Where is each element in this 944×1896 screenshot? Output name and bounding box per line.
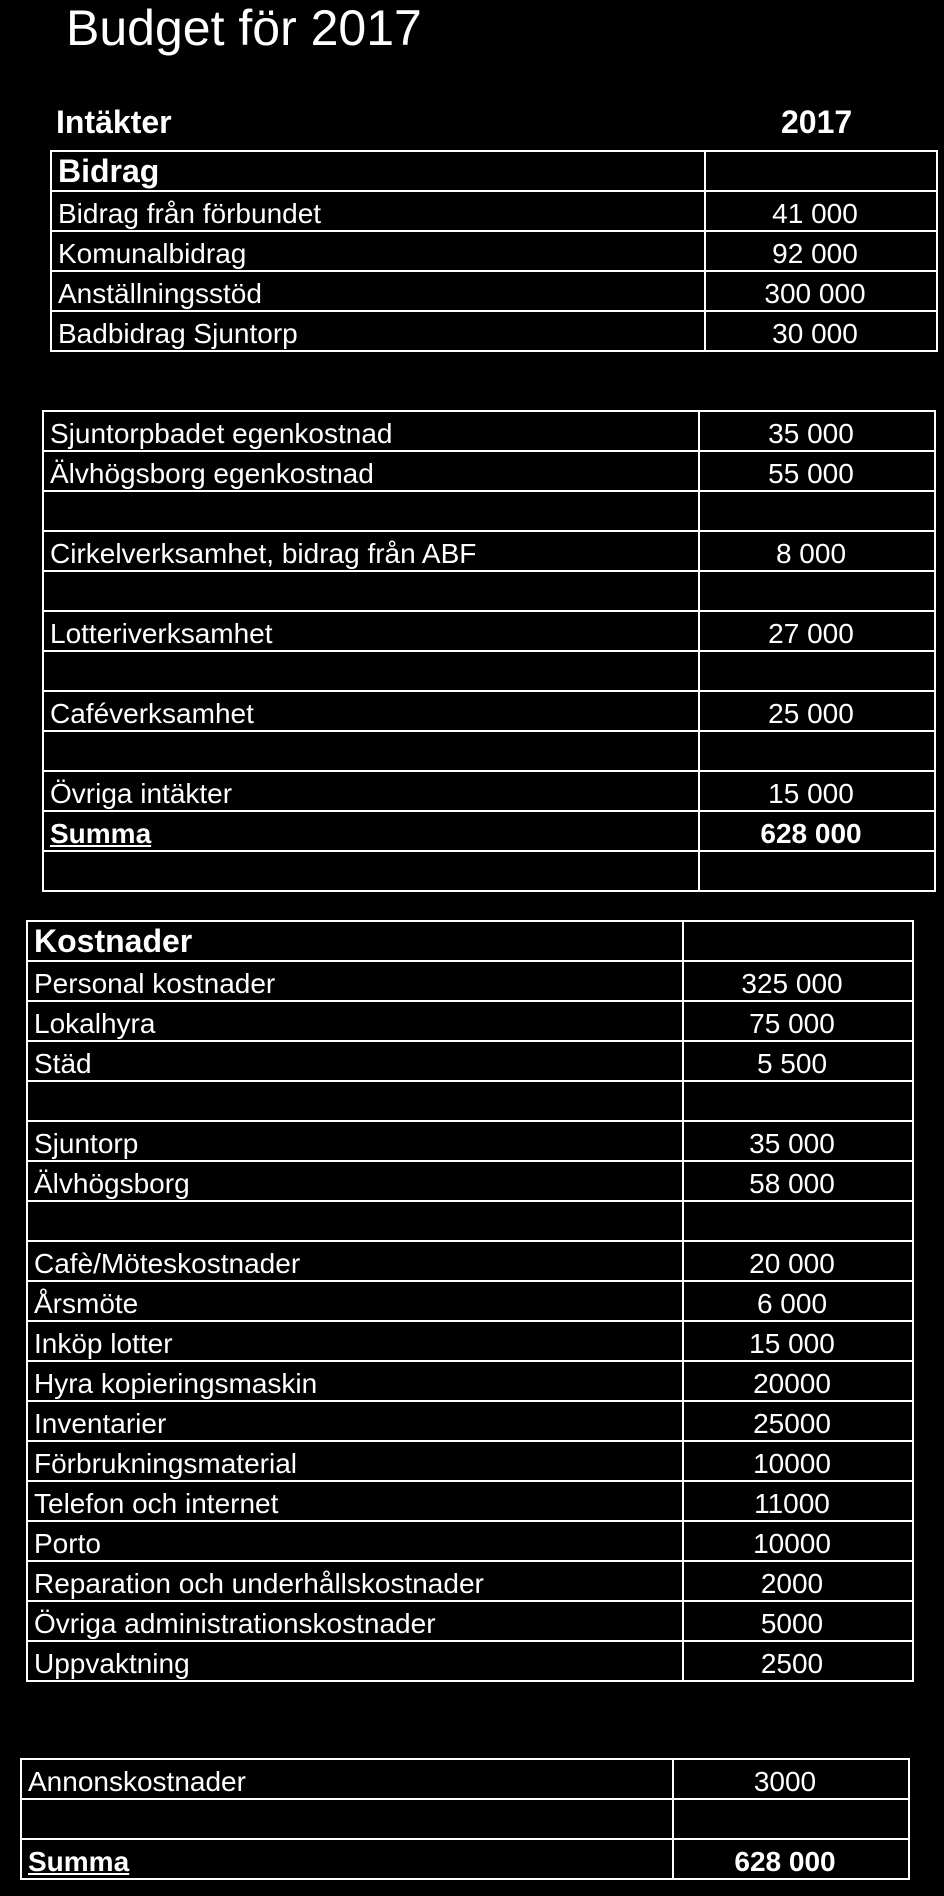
row-value [683,1201,913,1241]
table-row [27,1121,913,1161]
table-row [27,1441,913,1481]
row-label [21,1799,673,1839]
sum-label: Summa [21,1839,673,1879]
row-label: Telefon och internet [27,1481,683,1521]
row-label [27,1081,683,1121]
row-value: 10000 [683,1441,913,1481]
row-label: Inventarier [27,1401,683,1441]
table-row [27,961,913,1001]
row-value: 5000 [683,1601,913,1641]
row-value: 25000 [683,1401,913,1441]
table-row [43,611,935,651]
table-row [27,1201,913,1241]
row-label [27,1201,683,1241]
table-row [43,691,935,731]
row-value: 92 000 [705,231,937,271]
table-row [27,1321,913,1361]
table-row [43,571,935,611]
table-row [27,1081,913,1121]
row-value: 55 000 [699,451,935,491]
row-label: Komunalbidrag [51,231,705,271]
row-value: 27 000 [699,611,935,651]
table-row [43,851,935,891]
table-row [27,921,913,961]
empty-cell [43,851,699,891]
sum-value: 628 000 [699,811,935,851]
row-value: 35 000 [699,411,935,451]
row-value: 35 000 [683,1121,913,1161]
row-value [699,651,935,691]
page-title: Budget för 2017 [66,0,422,56]
table-row [27,1241,913,1281]
sum-row [21,1839,909,1879]
costs-heading: Kostnader [27,921,683,961]
table-row [51,271,937,311]
empty-cell [705,151,937,191]
row-label [43,731,699,771]
table-row [21,1799,909,1839]
row-label: Inköp lotter [27,1321,683,1361]
row-value [673,1799,909,1839]
row-label: Personal kostnader [27,961,683,1001]
table-row [27,1401,913,1441]
row-label [43,651,699,691]
bidrag-heading: Bidrag [51,151,705,191]
row-label: Bidrag från förbundet [51,191,705,231]
row-label: Sjuntorpbadet egenkostnad [43,411,699,451]
row-label: Reparation och underhållskostnader [27,1561,683,1601]
row-value: 10000 [683,1521,913,1561]
row-label: Anställningsstöd [51,271,705,311]
row-label: Porto [27,1521,683,1561]
table-row [27,1361,913,1401]
row-label: Cafè/Möteskostnader [27,1241,683,1281]
row-label: Övriga intäkter [43,771,699,811]
row-label [43,571,699,611]
row-label: Förbrukningsmaterial [27,1441,683,1481]
table-row [27,1561,913,1601]
table-row [27,1521,913,1561]
bidrag-table [50,150,938,352]
table-row [43,651,935,691]
table-row [27,1281,913,1321]
row-value: 58 000 [683,1161,913,1201]
row-label: Städ [27,1041,683,1081]
row-label: Caféverksamhet [43,691,699,731]
row-value: 30 000 [705,311,937,351]
table-row [27,1481,913,1521]
table-row [43,771,935,811]
row-value: 20000 [683,1361,913,1401]
row-label: Annonskostnader [21,1759,673,1799]
row-label: Lotteriverksamhet [43,611,699,651]
sum-label: Summa [43,811,699,851]
table-row [27,1601,913,1641]
row-value: 325 000 [683,961,913,1001]
row-value: 20 000 [683,1241,913,1281]
table-row [43,491,935,531]
row-label: Övriga administrationskostnader [27,1601,683,1641]
row-label: Cirkelverksamhet, bidrag från ABF [43,531,699,571]
row-label: Älvhögsborg egenkostnad [43,451,699,491]
table-row [43,411,935,451]
income-table [42,410,936,892]
row-label [43,491,699,531]
row-value: 75 000 [683,1001,913,1041]
row-value: 15 000 [683,1321,913,1361]
final-table [20,1758,910,1880]
sum-row [43,811,935,851]
row-value: 2500 [683,1641,913,1681]
row-value: 5 500 [683,1041,913,1081]
row-value: 300 000 [705,271,937,311]
row-value: 15 000 [699,771,935,811]
row-label: Hyra kopieringsmaskin [27,1361,683,1401]
table-row [43,451,935,491]
table-row [51,231,937,271]
row-value: 3000 [673,1759,909,1799]
table-row [43,731,935,771]
row-value [699,491,935,531]
row-label: Uppvaktning [27,1641,683,1681]
row-label: Sjuntorp [27,1121,683,1161]
row-value: 6 000 [683,1281,913,1321]
row-value [683,1081,913,1121]
table-row [27,1641,913,1681]
empty-cell [683,921,913,961]
row-value: 41 000 [705,191,937,231]
income-heading: Intäkter [56,104,172,140]
row-value [699,571,935,611]
row-label: Badbidrag Sjuntorp [51,311,705,351]
table-row [51,191,937,231]
costs-table [26,920,914,1682]
row-value [699,731,935,771]
row-value: 25 000 [699,691,935,731]
row-value: 8 000 [699,531,935,571]
table-row [51,311,937,351]
table-row [27,1001,913,1041]
table-row [21,1759,909,1799]
table-row [27,1161,913,1201]
empty-cell [699,851,935,891]
row-label: Älvhögsborg [27,1161,683,1201]
sum-value: 628 000 [673,1839,909,1879]
row-value: 11000 [683,1481,913,1521]
table-row [27,1041,913,1081]
table-row [51,151,937,191]
row-value: 2000 [683,1561,913,1601]
row-label: Årsmöte [27,1281,683,1321]
table-row [43,531,935,571]
year-heading: 2017 [781,104,853,140]
row-label: Lokalhyra [27,1001,683,1041]
